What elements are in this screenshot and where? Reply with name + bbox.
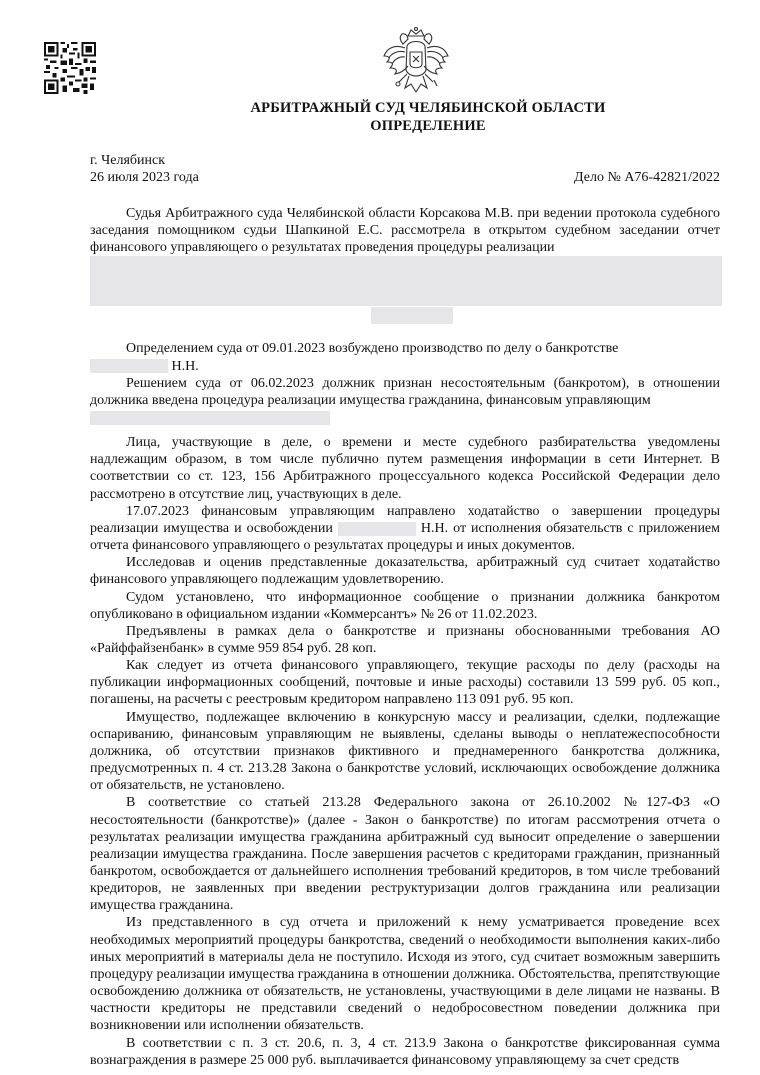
redacted-block xyxy=(90,256,722,306)
document-type: ОПРЕДЕЛЕНИЕ xyxy=(370,118,486,134)
paragraph-8: Предъявлены в рамках дела о банкротстве и признаны обоснованными требования АО «Райффайзенбанк» в сумме 959 854 руб. 28 коп. xyxy=(90,623,720,656)
paragraph-3: Решением суда от 06.02.2023 должник признан несостоятельным (банкротом), в отношении должника введена процедура реализации имущества гражданина, финансовым управляющим xyxy=(90,375,720,408)
spacer xyxy=(90,426,720,434)
case-number: Дело № А76-42821/2022 xyxy=(574,170,720,185)
paragraph-13: В соответствии с п. 3 ст. 20.6, п. 3, 4 ст. 213.9 Закона о банкротстве фиксированная сумма вознаграждения в размере 25 000 руб. выплачивается финансовому управляющему за счет средств xyxy=(90,1035,720,1068)
document-date: 26 июля 2023 года xyxy=(90,170,199,185)
redacted-line xyxy=(90,409,720,426)
qr-code xyxy=(44,42,96,94)
paragraph-2-text: Определением суда от 09.01.2023 возбуждено производство по делу о банкротстве xyxy=(126,341,619,357)
paragraph-12: Из представленного в суд отчета и приложений к нему усматривается проведение всех необходимых мероприятий процедуры банкротства, сведений о необходимости выполнения каких-либо иных мероприятий в материалы дела не поступило. Исходя из этого, суд считает возможным завершить процедуру реализации имущества гражданина в отношении должника. Обстоятельства, препятствующие освобождению должника от обязательств, не установлены, участвующими в деле лицами не названы. В частности кредиторы не представили сведений о недобросовестном поведении должника при возникновении или исполнении обязательств. xyxy=(90,915,720,1034)
paragraph-5 xyxy=(90,503,720,554)
paragraph-9: Как следует из отчета финансового управляющего, текущие расходы по делу (расходы на публикации информационных сообщений, почтовые и иные расходы) составили 13 599 руб. 05 коп., погашены, на расчеты с реестровым кредитором направлено 113 091 руб. 95 коп. xyxy=(90,658,720,708)
redacted-text xyxy=(90,411,330,425)
paragraph-7: Судом установлено, что информационное сообщение о признании должника банкротом опубликовано в официальном издании «Коммерсантъ» № 26 от 11.02.2023. xyxy=(90,589,720,622)
coat-of-arms-emblem xyxy=(381,26,451,102)
paragraph-2-initials: Н.Н. xyxy=(171,358,199,374)
paragraph-4: Лица, участвующие в деле, о времени и месте судебного разбирательства уведомлены надлежащим образом, в том числе публично путем размещения информации в сети Интернет. В соответствии со ст. 123, 156 Арбитражного процессуального кодекса Российской Федерации дело рассмотрено в отсутствие лиц, участвующих в деле. xyxy=(90,435,720,502)
paragraph-6: Исследовав и оценив представленные доказательства, арбитражный суд считает ходатайство финансового управляющего подлежащим удовлетворению. xyxy=(90,555,720,588)
paragraph-10: Имущество, подлежащее включению в конкурсную массу и реализации, сделки, подлежащие оспариванию, финансовым управляющим не выявлены, сделаны выводы о неплатежеспособности должника, об отсутствии признаков фиктивного и преднамеренного банкротства должника, предусмотренных п. 4 ст. 213.28 Закона о банкротстве условий, исключающих освобождение должника от обязательств, не установлено. xyxy=(90,709,720,794)
redacted-text xyxy=(371,307,453,324)
paragraph-5-text-b: Н.Н. от исполнения обязательств с приложением отчета финансового управляющего о результатах процедуры и иных документов. xyxy=(90,520,721,554)
paragraph-11: В соответствие со статьей 213.28 Федерального закона от 26.10.2002 №127-ФЗ «О несостоятельности (банкротстве)» (далее - Закон о банкротстве) по итогам рассмотрения отчета о результатах реализации имущества гражданина арбитражный суд выносит определение о завершении реализации имущества гражданина. После завершения расчетов с кредиторами гражданин, признанный банкротом, освобождается от дальнейшего исполнения требований кредиторов, в том числе требований кредиторов, не заявленных при введении реструктуризации долгов гражданина или реализации имущества гражданина. xyxy=(90,795,720,914)
paragraph-5-text-a: 17.07.2023 финансовым управляющим направлено ходатайство о завершении процедуры реализации имущества и освобождении xyxy=(90,503,720,536)
paragraph-1: Судья Арбитражного суда Челябинской области Корсакова М.В. при ведении протокола судебного заседания помощником судьи Шапкиной Е.С. рассмотрела в открытом судебном заседании отчет финансового управляющего о результатах проведения процедуры реализации xyxy=(90,206,720,256)
redacted-name xyxy=(90,359,168,373)
court-name: АРБИТРАЖНЫЙ СУД ЧЕЛЯБИНСКОЙ ОБЛАСТИ xyxy=(250,100,606,116)
document-body xyxy=(90,205,720,1069)
city: г. Челябинск xyxy=(90,153,166,168)
paragraph-2 xyxy=(90,340,720,374)
spacer xyxy=(90,323,720,340)
redacted-block-tail xyxy=(90,306,720,323)
redacted-name xyxy=(338,522,416,536)
